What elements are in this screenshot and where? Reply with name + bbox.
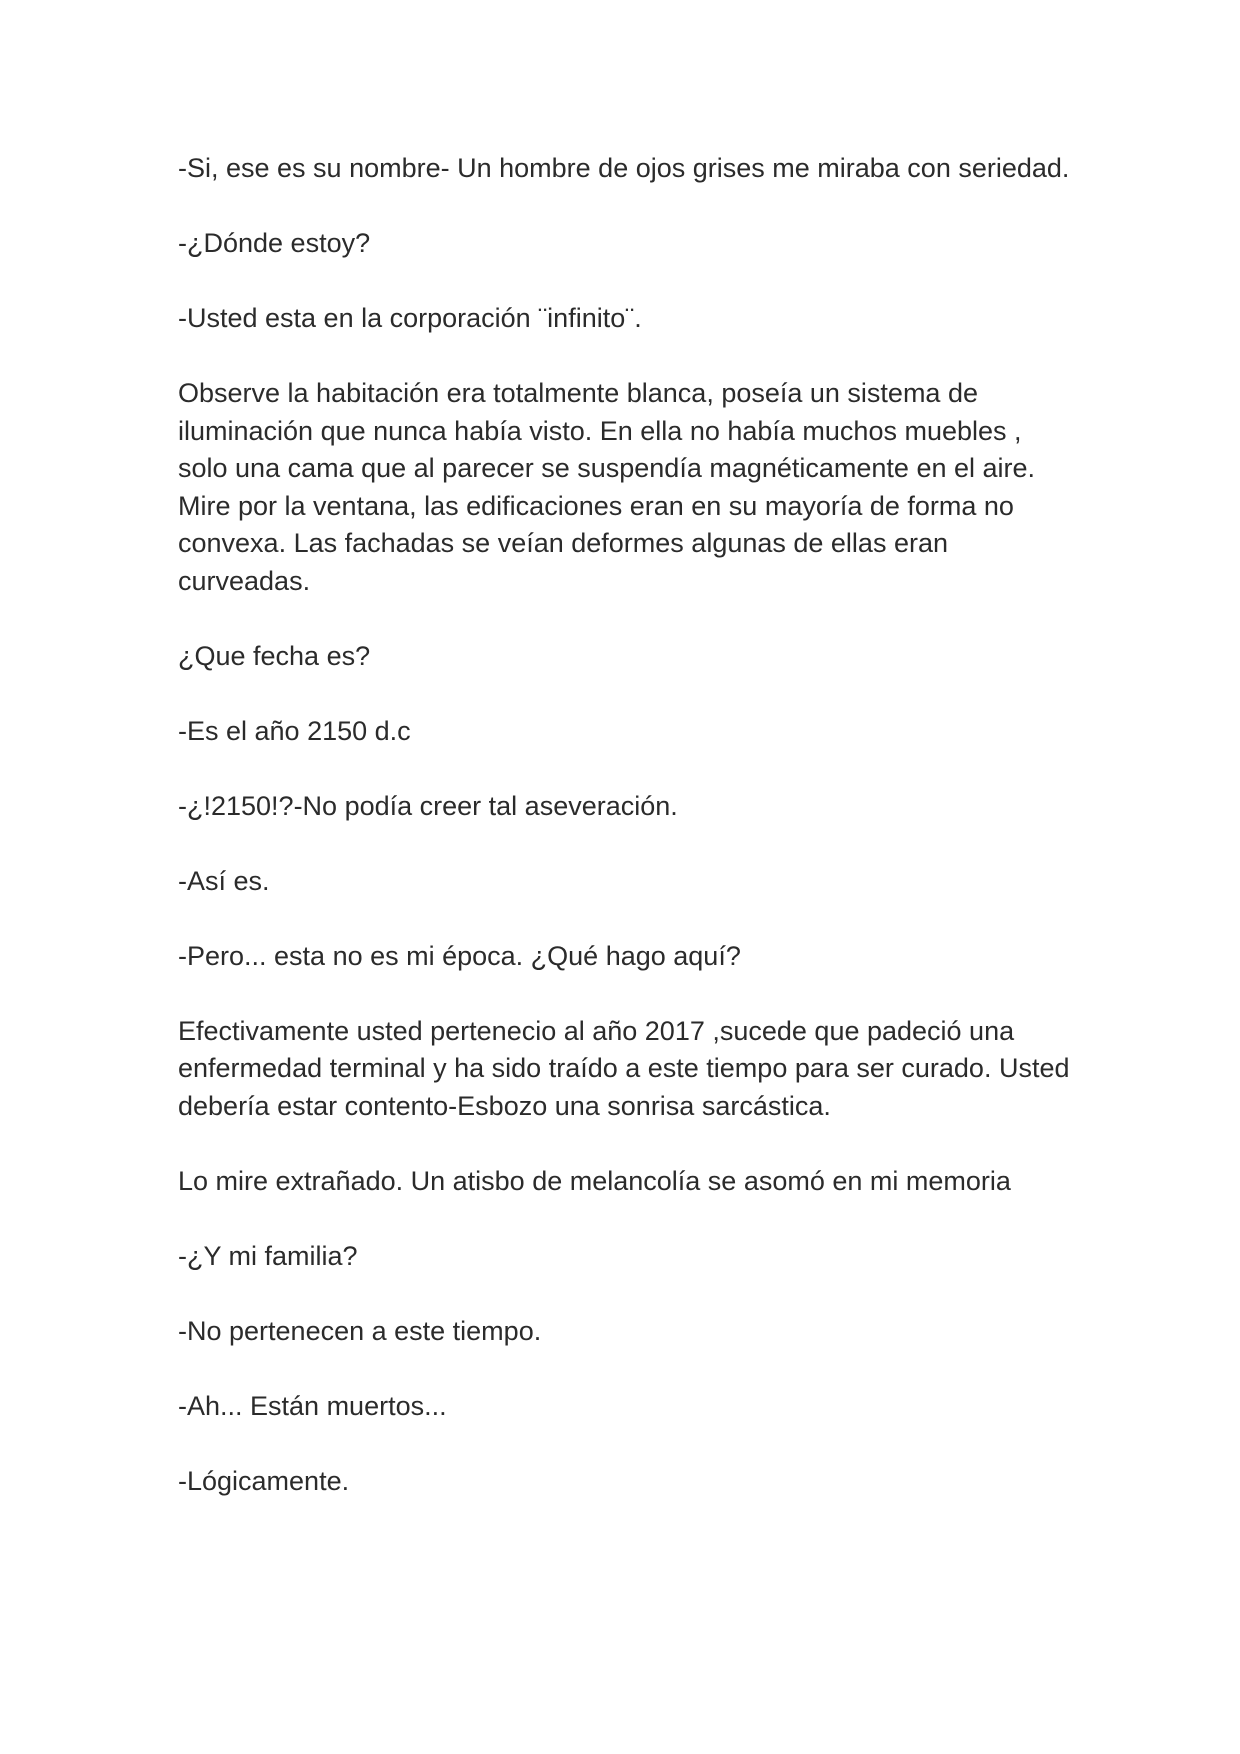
paragraph: -¿Dónde estoy? — [178, 228, 371, 258]
paragraph: -Pero... esta no es mi época. ¿Qué hago aquí? — [178, 940, 741, 971]
paragraph: Efectivamente usted pertenecio al año 2017 ,sucede que padeció una enfermedad terminal y ha sido traído a este tiempo para ser curado. Usted debería estar contento-Esbozo una sonrisa sarcástica. — [178, 1015, 1070, 1121]
paragraph: -Ah... Están muertos... — [178, 1390, 447, 1421]
paragraph: -No pertenecen a este tiempo. — [178, 1315, 542, 1346]
paragraph: Observe la habitación era totalmente blanca, poseía un sistema de iluminación que nunca había visto. En ella no había muchos muebles , solo una cama que al parecer se suspendía magnéticamente en el aire. Mire por la ventana, las edificaciones eran en su mayoría de forma no convexa. Las fachadas se veían deformes algunas de ellas eran curveadas. — [178, 378, 1036, 596]
paragraph: -¿!2150!?-No podía creer tal aseveración. — [178, 790, 678, 821]
paragraph: -Usted esta en la corporación ¨infinito¨. — [178, 303, 642, 333]
paragraph: -Es el año 2150 d.c — [178, 715, 411, 746]
paragraph: -Si, ese es su nombre- Un hombre de ojos grises me miraba con seriedad. — [178, 153, 1070, 183]
paragraph: -Lógicamente. — [178, 1465, 350, 1496]
document-body — [178, 150, 1078, 1500]
paragraph: ¿Que fecha es? — [178, 640, 371, 671]
paragraph: -Así es. — [178, 865, 270, 896]
paragraph: -¿Y mi familia? — [178, 1240, 358, 1271]
paragraph: Lo mire extrañado. Un atisbo de melancolía se asomó en mi memoria — [178, 1165, 1011, 1196]
